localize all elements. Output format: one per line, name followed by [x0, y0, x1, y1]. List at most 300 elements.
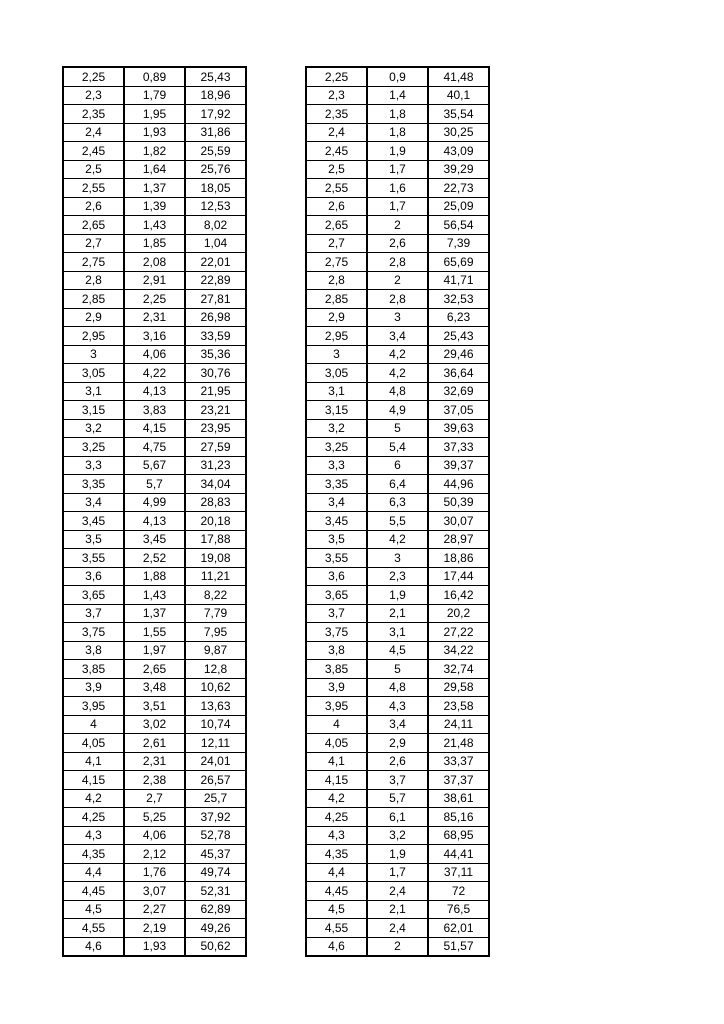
table-row — [63, 234, 246, 253]
table-row — [63, 456, 246, 475]
table-row — [63, 752, 246, 771]
table-cell: 4,25 — [306, 808, 367, 827]
table-cell: 3,6 — [63, 567, 124, 586]
table-cell: 49,74 — [185, 863, 246, 882]
table-cell: 2,45 — [306, 142, 367, 161]
table-cell: 3,35 — [63, 475, 124, 494]
table-cell: 28,97 — [428, 530, 489, 549]
table-body — [306, 67, 489, 956]
table-cell: 1,93 — [124, 123, 185, 142]
table-row — [63, 105, 246, 124]
table-cell: 4,06 — [124, 345, 185, 364]
table-cell: 3,65 — [306, 586, 367, 605]
table-cell: 4,3 — [63, 826, 124, 845]
table-cell: 3,16 — [124, 327, 185, 346]
table-cell: 1,8 — [367, 123, 428, 142]
table-cell: 2,27 — [124, 900, 185, 919]
table-cell: 3,4 — [306, 493, 367, 512]
table-cell: 1,97 — [124, 641, 185, 660]
table-cell: 28,83 — [185, 493, 246, 512]
table-cell: 6,23 — [428, 308, 489, 327]
table-cell: 5 — [367, 419, 428, 438]
table-cell: 2,7 — [306, 234, 367, 253]
table-cell: 56,54 — [428, 216, 489, 235]
table-cell: 2 — [367, 216, 428, 235]
table-cell: 2,25 — [63, 67, 124, 86]
table-cell: 2 — [367, 937, 428, 956]
table-cell: 1,37 — [124, 179, 185, 198]
table-cell: 33,59 — [185, 327, 246, 346]
table-cell: 3,1 — [367, 623, 428, 642]
table-row — [306, 271, 489, 290]
table-cell: 20,18 — [185, 512, 246, 531]
table-cell: 6,4 — [367, 475, 428, 494]
table-row — [306, 734, 489, 753]
table-cell: 3,35 — [306, 475, 367, 494]
table-cell: 52,78 — [185, 826, 246, 845]
table-cell: 1,43 — [124, 586, 185, 605]
table-cell: 3,4 — [367, 327, 428, 346]
table-cell: 4,1 — [306, 752, 367, 771]
table-cell: 17,44 — [428, 567, 489, 586]
table-cell: 43,09 — [428, 142, 489, 161]
table-row — [63, 345, 246, 364]
table-cell: 23,58 — [428, 697, 489, 716]
table-cell: 32,53 — [428, 290, 489, 309]
table-cell: 2 — [367, 271, 428, 290]
table-cell: 30,07 — [428, 512, 489, 531]
table-row — [306, 123, 489, 142]
table-cell: 2,85 — [306, 290, 367, 309]
table-row — [306, 678, 489, 697]
table-cell: 3,83 — [124, 401, 185, 420]
table-cell: 1,7 — [367, 160, 428, 179]
table-cell: 9,87 — [185, 641, 246, 660]
table-cell: 72 — [428, 882, 489, 901]
table-cell: 31,86 — [185, 123, 246, 142]
table-cell: 2,6 — [306, 197, 367, 216]
table-cell: 4,2 — [367, 364, 428, 383]
table-row — [63, 290, 246, 309]
data-table-left — [62, 66, 247, 957]
table-row — [63, 678, 246, 697]
table-cell: 50,62 — [185, 937, 246, 956]
table-cell: 1,9 — [367, 142, 428, 161]
table-cell: 32,69 — [428, 382, 489, 401]
table-cell: 20,2 — [428, 604, 489, 623]
table-cell: 1,04 — [185, 234, 246, 253]
table-cell: 3,4 — [63, 493, 124, 512]
table-row — [306, 512, 489, 531]
table-cell: 2,4 — [306, 123, 367, 142]
table-cell: 3,9 — [306, 678, 367, 697]
table-cell: 4,15 — [124, 419, 185, 438]
table-cell: 2,8 — [367, 290, 428, 309]
table-row — [306, 826, 489, 845]
table-cell: 2,9 — [306, 308, 367, 327]
table-row — [306, 234, 489, 253]
table-cell: 62,89 — [185, 900, 246, 919]
table-cell: 8,02 — [185, 216, 246, 235]
table-row — [63, 660, 246, 679]
table-cell: 3,05 — [63, 364, 124, 383]
table-cell: 17,88 — [185, 530, 246, 549]
table-row — [63, 179, 246, 198]
table-row — [63, 567, 246, 586]
table-cell: 1,95 — [124, 105, 185, 124]
table-cell: 2,45 — [63, 142, 124, 161]
table-row — [63, 845, 246, 864]
table-cell: 2,4 — [367, 882, 428, 901]
table-cell: 2,38 — [124, 771, 185, 790]
table-row — [306, 475, 489, 494]
table-cell: 2,4 — [367, 919, 428, 938]
table-cell: 2,8 — [63, 271, 124, 290]
table-row — [63, 438, 246, 457]
table-cell: 4,55 — [63, 919, 124, 938]
table-row — [306, 586, 489, 605]
table-cell: 18,05 — [185, 179, 246, 198]
table-row — [63, 197, 246, 216]
table-cell: 3,75 — [63, 623, 124, 642]
table-cell: 3,2 — [63, 419, 124, 438]
table-cell: 4,2 — [367, 345, 428, 364]
table-row — [306, 567, 489, 586]
table-row — [306, 789, 489, 808]
table-cell: 2,19 — [124, 919, 185, 938]
table-cell: 37,05 — [428, 401, 489, 420]
table-cell: 1,85 — [124, 234, 185, 253]
table-row — [306, 438, 489, 457]
table-cell: 4,8 — [367, 678, 428, 697]
table-row — [63, 382, 246, 401]
table-cell: 3,95 — [63, 697, 124, 716]
table-row — [63, 549, 246, 568]
table-cell: 4,5 — [367, 641, 428, 660]
table-cell: 2,08 — [124, 253, 185, 272]
table-cell: 7,39 — [428, 234, 489, 253]
table-cell: 1,4 — [367, 86, 428, 105]
table-cell: 2,85 — [63, 290, 124, 309]
table-cell: 5 — [367, 660, 428, 679]
table-cell: 2,3 — [63, 86, 124, 105]
table-cell: 2,65 — [63, 216, 124, 235]
table-cell: 3,1 — [63, 382, 124, 401]
table-row — [306, 345, 489, 364]
table-cell: 4,2 — [306, 789, 367, 808]
table-cell: 22,73 — [428, 179, 489, 198]
table-cell: 45,37 — [185, 845, 246, 864]
table-cell: 5,7 — [367, 789, 428, 808]
table-cell: 12,53 — [185, 197, 246, 216]
table-row — [306, 197, 489, 216]
table-cell: 11,21 — [185, 567, 246, 586]
table-row — [306, 253, 489, 272]
table-cell: 1,55 — [124, 623, 185, 642]
table-cell: 41,71 — [428, 271, 489, 290]
table-cell: 4,45 — [63, 882, 124, 901]
table-row — [306, 179, 489, 198]
table-row — [306, 623, 489, 642]
table-cell: 2,95 — [306, 327, 367, 346]
table-cell: 51,57 — [428, 937, 489, 956]
table-row — [306, 530, 489, 549]
table-row — [306, 142, 489, 161]
table-row — [63, 142, 246, 161]
table-cell: 2,52 — [124, 549, 185, 568]
table-cell: 3,7 — [306, 604, 367, 623]
table-row — [63, 160, 246, 179]
table-row — [63, 623, 246, 642]
table-cell: 2,7 — [63, 234, 124, 253]
table-cell: 62,01 — [428, 919, 489, 938]
table-cell: 3,7 — [367, 771, 428, 790]
table-cell: 27,81 — [185, 290, 246, 309]
table-cell: 21,95 — [185, 382, 246, 401]
table-cell: 16,42 — [428, 586, 489, 605]
table-cell: 4,6 — [306, 937, 367, 956]
table-cell: 3,25 — [306, 438, 367, 457]
table-cell: 2,91 — [124, 271, 185, 290]
table-cell: 6 — [367, 456, 428, 475]
table-cell: 52,31 — [185, 882, 246, 901]
table-cell: 4,35 — [306, 845, 367, 864]
table-cell: 4,15 — [306, 771, 367, 790]
table-cell: 4,3 — [367, 697, 428, 716]
table-cell: 2,8 — [306, 271, 367, 290]
table-cell: 4,15 — [63, 771, 124, 790]
table-row — [63, 67, 246, 86]
table-row — [63, 771, 246, 790]
table-row — [63, 808, 246, 827]
table-cell: 4,9 — [367, 401, 428, 420]
table-cell: 2,31 — [124, 752, 185, 771]
table-cell: 26,57 — [185, 771, 246, 790]
table-cell: 37,37 — [428, 771, 489, 790]
table-cell: 21,48 — [428, 734, 489, 753]
table-cell: 4,75 — [124, 438, 185, 457]
table-cell: 3,7 — [63, 604, 124, 623]
table-cell: 1,43 — [124, 216, 185, 235]
table-row — [306, 382, 489, 401]
table-cell: 2,5 — [63, 160, 124, 179]
table-cell: 1,79 — [124, 86, 185, 105]
table-cell: 2,6 — [367, 752, 428, 771]
table-row — [306, 160, 489, 179]
table-cell: 2,95 — [63, 327, 124, 346]
table-row — [63, 493, 246, 512]
table-cell: 25,59 — [185, 142, 246, 161]
table-cell: 27,22 — [428, 623, 489, 642]
table-cell: 44,41 — [428, 845, 489, 864]
table-cell: 41,48 — [428, 67, 489, 86]
table-cell: 0,9 — [367, 67, 428, 86]
table-row — [306, 216, 489, 235]
table-cell: 39,29 — [428, 160, 489, 179]
table-cell: 4,05 — [306, 734, 367, 753]
table-cell: 4,13 — [124, 512, 185, 531]
table-cell: 31,23 — [185, 456, 246, 475]
table-cell: 5,4 — [367, 438, 428, 457]
table-row — [63, 364, 246, 383]
table-cell: 2,65 — [124, 660, 185, 679]
table-row — [63, 900, 246, 919]
table-row — [63, 401, 246, 420]
table-cell: 23,21 — [185, 401, 246, 420]
table-row — [63, 697, 246, 716]
table-cell: 2,3 — [306, 86, 367, 105]
table-cell: 36,64 — [428, 364, 489, 383]
table-cell: 1,7 — [367, 197, 428, 216]
table-cell: 4,06 — [124, 826, 185, 845]
table-cell: 37,33 — [428, 438, 489, 457]
table-row — [306, 845, 489, 864]
table-cell: 3,5 — [63, 530, 124, 549]
table-cell: 37,92 — [185, 808, 246, 827]
table-cell: 3,05 — [306, 364, 367, 383]
table-cell: 3,4 — [367, 715, 428, 734]
table-cell: 44,96 — [428, 475, 489, 494]
table-cell: 25,43 — [428, 327, 489, 346]
table-cell: 24,01 — [185, 752, 246, 771]
table-cell: 5,5 — [367, 512, 428, 531]
table-cell: 2,75 — [306, 253, 367, 272]
table-row — [63, 308, 246, 327]
table-cell: 7,79 — [185, 604, 246, 623]
table-cell: 4,5 — [63, 900, 124, 919]
table-cell: 38,61 — [428, 789, 489, 808]
table-cell: 25,09 — [428, 197, 489, 216]
table-cell: 3,8 — [63, 641, 124, 660]
table-row — [306, 752, 489, 771]
table-cell: 4,45 — [306, 882, 367, 901]
table-cell: 1,64 — [124, 160, 185, 179]
table-row — [63, 826, 246, 845]
table-cell: 3,85 — [306, 660, 367, 679]
table-row — [63, 327, 246, 346]
table-cell: 34,22 — [428, 641, 489, 660]
table-row — [63, 919, 246, 938]
table-cell: 2,35 — [306, 105, 367, 124]
table-cell: 49,26 — [185, 919, 246, 938]
table-row — [63, 734, 246, 753]
table-row — [306, 327, 489, 346]
table-cell: 1,9 — [367, 586, 428, 605]
table-row — [63, 123, 246, 142]
table-row — [306, 456, 489, 475]
table-cell: 22,01 — [185, 253, 246, 272]
table-cell: 35,54 — [428, 105, 489, 124]
table-cell: 76,5 — [428, 900, 489, 919]
table-cell: 2,6 — [367, 234, 428, 253]
table-cell: 32,74 — [428, 660, 489, 679]
table-cell: 2,4 — [63, 123, 124, 142]
table-cell: 68,95 — [428, 826, 489, 845]
table-cell: 35,36 — [185, 345, 246, 364]
table-row — [306, 882, 489, 901]
table-cell: 3,48 — [124, 678, 185, 697]
table-cell: 5,67 — [124, 456, 185, 475]
table-row — [306, 919, 489, 938]
table-row — [306, 493, 489, 512]
table-cell: 4,4 — [306, 863, 367, 882]
table-cell: 2,1 — [367, 900, 428, 919]
table-cell: 22,89 — [185, 271, 246, 290]
table-row — [306, 660, 489, 679]
table-cell: 4,35 — [63, 845, 124, 864]
table-cell: 3,3 — [306, 456, 367, 475]
table-cell: 30,25 — [428, 123, 489, 142]
table-cell: 2,25 — [306, 67, 367, 86]
table-row — [306, 937, 489, 956]
table-cell: 17,92 — [185, 105, 246, 124]
table-row — [306, 290, 489, 309]
table-cell: 3,85 — [63, 660, 124, 679]
table-cell: 18,96 — [185, 86, 246, 105]
table-row — [306, 715, 489, 734]
table-cell: 2,12 — [124, 845, 185, 864]
table-cell: 1,39 — [124, 197, 185, 216]
table-cell: 3 — [63, 345, 124, 364]
table-cell: 13,63 — [185, 697, 246, 716]
table-row — [306, 771, 489, 790]
table-cell: 2,25 — [124, 290, 185, 309]
table-cell: 29,58 — [428, 678, 489, 697]
table-row — [306, 67, 489, 86]
table-cell: 3,15 — [306, 401, 367, 420]
table-cell: 5,7 — [124, 475, 185, 494]
table-row — [306, 863, 489, 882]
table-row — [306, 641, 489, 660]
table-cell: 2,1 — [367, 604, 428, 623]
table-row — [63, 512, 246, 531]
table-cell: 2,65 — [306, 216, 367, 235]
table-cell: 8,22 — [185, 586, 246, 605]
table-cell: 4,5 — [306, 900, 367, 919]
table-cell: 4,1 — [63, 752, 124, 771]
table-row — [63, 882, 246, 901]
table-cell: 3,6 — [306, 567, 367, 586]
table-cell: 3,65 — [63, 586, 124, 605]
table-cell: 3 — [367, 308, 428, 327]
table-row — [306, 808, 489, 827]
table-cell: 10,74 — [185, 715, 246, 734]
table-row — [63, 937, 246, 956]
table-row — [63, 586, 246, 605]
table-cell: 10,62 — [185, 678, 246, 697]
table-cell: 4,2 — [367, 530, 428, 549]
table-cell: 2,6 — [63, 197, 124, 216]
table-row — [63, 641, 246, 660]
table-cell: 3,2 — [367, 826, 428, 845]
table-cell: 3,15 — [63, 401, 124, 420]
table-row — [306, 697, 489, 716]
table-cell: 4 — [63, 715, 124, 734]
table-row — [63, 253, 246, 272]
table-cell: 1,7 — [367, 863, 428, 882]
table-cell: 18,86 — [428, 549, 489, 568]
table-cell: 4,05 — [63, 734, 124, 753]
table-row — [306, 308, 489, 327]
table-cell: 3,07 — [124, 882, 185, 901]
table-cell: 39,63 — [428, 419, 489, 438]
table-cell: 3,5 — [306, 530, 367, 549]
table-cell: 3,45 — [124, 530, 185, 549]
table-cell: 34,04 — [185, 475, 246, 494]
table-cell: 85,16 — [428, 808, 489, 827]
table-cell: 50,39 — [428, 493, 489, 512]
table-cell: 2,9 — [367, 734, 428, 753]
